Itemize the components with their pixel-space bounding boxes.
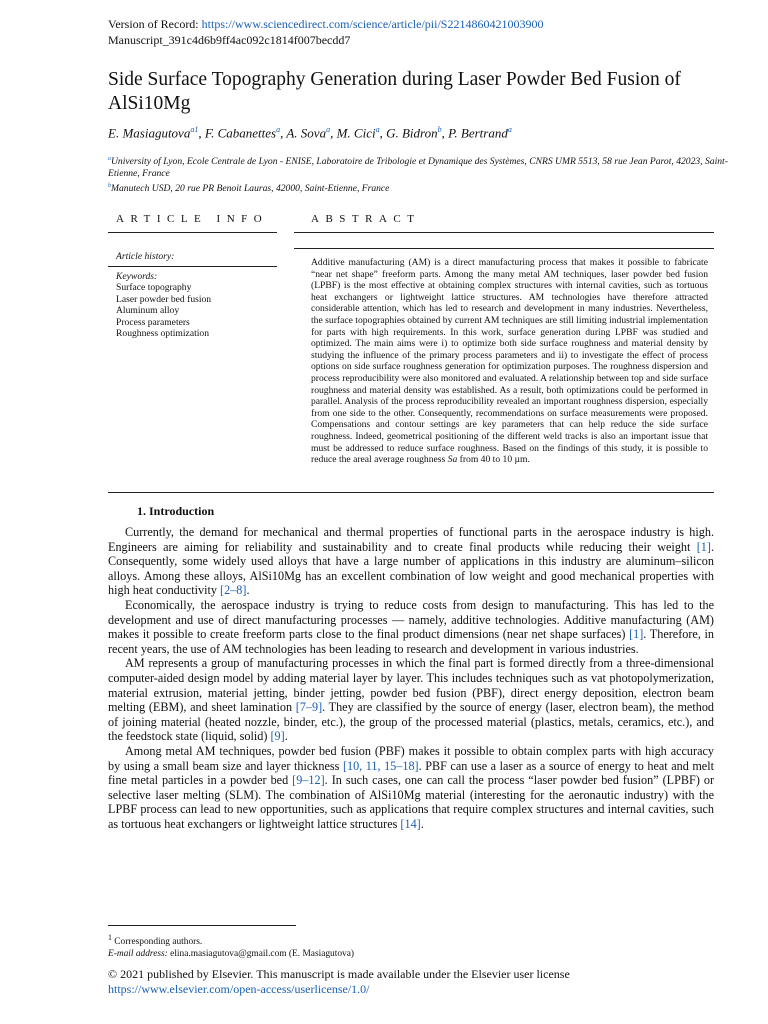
affiliation-text: University of Lyon, Ecole Centrale de Lyon - ENISE, Laboratoire de Tribologie et Dynamique des Systèmes, CNRS UMR 5513, 58 rue Jean Parot, 42023, Saint-Etienne, France [108,156,728,180]
affiliation-text: Manutech USD, 20 rue PR Benoit Lauras, 42000, Saint-Etienne, France [111,183,390,195]
abstract-rule-inner [294,248,714,249]
keyword: Surface topography [116,282,192,293]
author-affiliation-mark[interactable]: b [437,125,442,134]
introduction-body [108,525,714,831]
copyright-text: © 2021 published by Elsevier. This manuscript is made available under the Elsevier user license [108,967,570,981]
footnote-rule [108,925,296,926]
introduction-heading: 1. Introduction [137,504,215,518]
paragraph: Among metal AM techniques, powder bed fusion (PBF) makes it possible to obtain complex parts with high accuracy by using a small beam size and layer thickness [10, 11, 15–18]. PBF can use a laser as a source of energy to heat and melt fine metal particles in a powder bed [9–12]. In such cases, one can call the process “laser powder bed fusion” (LPBF) or selective laser melting (SLM). The combination of AlSi10Mg material (interesting for the aeronautic industry) with the LPBF process can lead to new opportunities, such as applications that require complex structures and internal cavities, such as tortuous heat exchangers or lightweight lattice structures [14]. [108,743,714,831]
abstract-rule-top [294,232,714,233]
author-name: M. Cici [336,125,376,141]
author-affiliation-mark[interactable]: a [375,125,380,134]
author-name: E. Masiagutova [108,125,191,141]
author-affiliation-mark[interactable]: a [507,125,512,134]
email-text: elina.masiagutova@gmail.com (E. Masiagutova) [167,948,354,959]
article-history-label: Article history: [116,251,175,262]
corresponding-authors: Corresponding authors. [111,937,203,948]
citation-link[interactable]: [1] [696,539,711,554]
footnote-mark: 1 [108,933,112,942]
citation-link[interactable]: [10, 11, 15–18] [342,758,419,773]
abstract-body: Additive manufacturing (AM) is a direct manufacturing process that makes it possible to fabricate “near net shape” freeform parts. Among the many metal AM techniques, laser powder bed fusion (LPBF) is the most effective at obtaining complex structures with internal cavities, such as tortuous heat exchangers or lightweight lattice structures. AM technologies have therefore attracted considerable attention, which has led to research and development in many industries. Nevertheless, the surface topographies obtained by current AM techniques are still limiting industrial implementation for parts with high requirements. In this work, surface generation during LPBF was studied and optimized. The main aims were i) to optimize both side surface roughness and material density by studying the influence of the primary process parameters and ii) to investigate the effect of process options on side surface roughness generation for optimization purposes. The roughness dispersion and process reproducibility were also monitored and evaluated. A relationship between top and side surface roughness and material density was established. As a result, both optimizations could be performed in parallel. Analysis of the process reproducibility revealed an important roughness dispersion, especially from one side to the other. Consequently, recommendations on surface measurements were proposed. Compensations and contour settings are key parameters that can help reduce the side surface roughness. Indeed, geometrical positioning of the different weld tracks is also an important issue that must be addressed to reduce surface roughness. Based on the findings of this study, it is possible to reduce the areal average roughness [311,257,708,466]
license-link[interactable]: https://www.elsevier.com/open-access/userlicense/1.0/ [108,982,370,996]
citation-link[interactable]: [14] [400,816,421,831]
affiliation-mark: a [108,156,111,162]
abstract-text [311,257,708,466]
author-affiliation-mark[interactable]: a1 [190,125,199,134]
citation-link[interactable]: [2–8] [220,583,247,598]
author-name: A. Sova [286,125,327,141]
author-list: E. Masiagutova$^{a1}$, F. Cabanettes$^a$, A. Sova$^a$, M. Cici$^a$, G. Bidron$^b$, P. Bertrand$^a$ [108,125,512,141]
author-name: G. Bidron [386,125,438,141]
affiliation [108,153,728,180]
citation-link[interactable]: [9] [270,729,285,744]
keywords-list [116,282,211,340]
abstract-rule-bottom [108,492,714,493]
author-affiliation-mark[interactable]: a [326,125,331,134]
keyword: Laser powder bed fusion [116,293,212,305]
affiliation-mark: b [108,183,111,190]
page-footer [108,967,570,997]
keyword: Aluminum alloy [116,305,180,317]
version-label: Version of Record: [108,17,202,31]
citation-link[interactable]: [1] [629,627,644,642]
paragraph: Economically, the aerospace industry is trying to reduce costs from design to manufacturing. This has led to the development and use of direct manufacturing processes — namely, additive technologies. Additive manufacturing (AM) makes it possible to create freeform parts close to the final product dimensions (near net shape surfaces) [1]. Therefore, in recent years, the use of AM technologies has been leading to research and development in various industries. [108,597,715,656]
paragraph: AM represents a group of manufacturing processes in which the final part is formed directly from a three-dimensional computer-aided design model by adding material layer by layer. This includes techniques such as vat photopolymerization, material extrusion, material jetting, binder jetting, powder bed fusion (PBF), direct energy deposition, electron beam melting (EBM), and sheet lamination [7–9]. They are classified by the source of energy (laser, electron beam), the method of joining material (heated nozzle, binder, etc.), the group of the processed material (plastics, metals, ceramics, etc.), and the feedstock state (liquid, solid) [9]. [108,656,715,744]
citation-link[interactable]: [9–12] [292,773,325,788]
keyword: Roughness optimization [116,328,210,340]
version-of-record-link[interactable]: https://www.sciencedirect.com/science/article/pii/S2214860421003900 [201,17,544,31]
author-affiliation-mark[interactable]: a [276,125,281,134]
paper-title: Side Surface Topography Generation during Laser Powder Bed Fusion of AlSi10Mg [108,69,681,114]
paragraph: Currently, the demand for mechanical and thermal properties of functional parts in the aerospace industry is high. Engineers are aiming for reliability and sustainability and to create final products while reducing their weight [1]. Consequently, some widely used alloys that have a large number of applications in this industry are aluminum–silicon alloys. Among these alloys, AlSi10Mg has an excellent combination of low weight and good mechanical properties with high heat conductivity [2–8]. [108,525,714,598]
version-of-record [108,17,543,32]
abstract-heading: ABSTRACT [311,213,421,225]
keywords-label: Keywords: [116,271,158,282]
manuscript-id: Manuscript_391c4d6b9ff4ac092c1814f007becdd7 [108,33,351,47]
article-info-rule [108,232,277,233]
spacer [108,198,714,199]
affiliations [108,153,728,195]
citation-link[interactable]: [7–9] [295,700,323,715]
keyword: Process parameters [116,316,190,328]
author-name: P. Bertrand [448,125,508,141]
email-label: E-mail address: [108,948,168,959]
author-name: F. Cabanettes [204,125,277,141]
sa-term: Sa [447,454,458,466]
affiliation [108,180,728,195]
abstract-end: from 40 to 10 µm. [457,454,530,466]
article-info-heading: ARTICLE INFO [116,213,269,225]
footnote [108,932,354,960]
history-rule [108,266,277,267]
